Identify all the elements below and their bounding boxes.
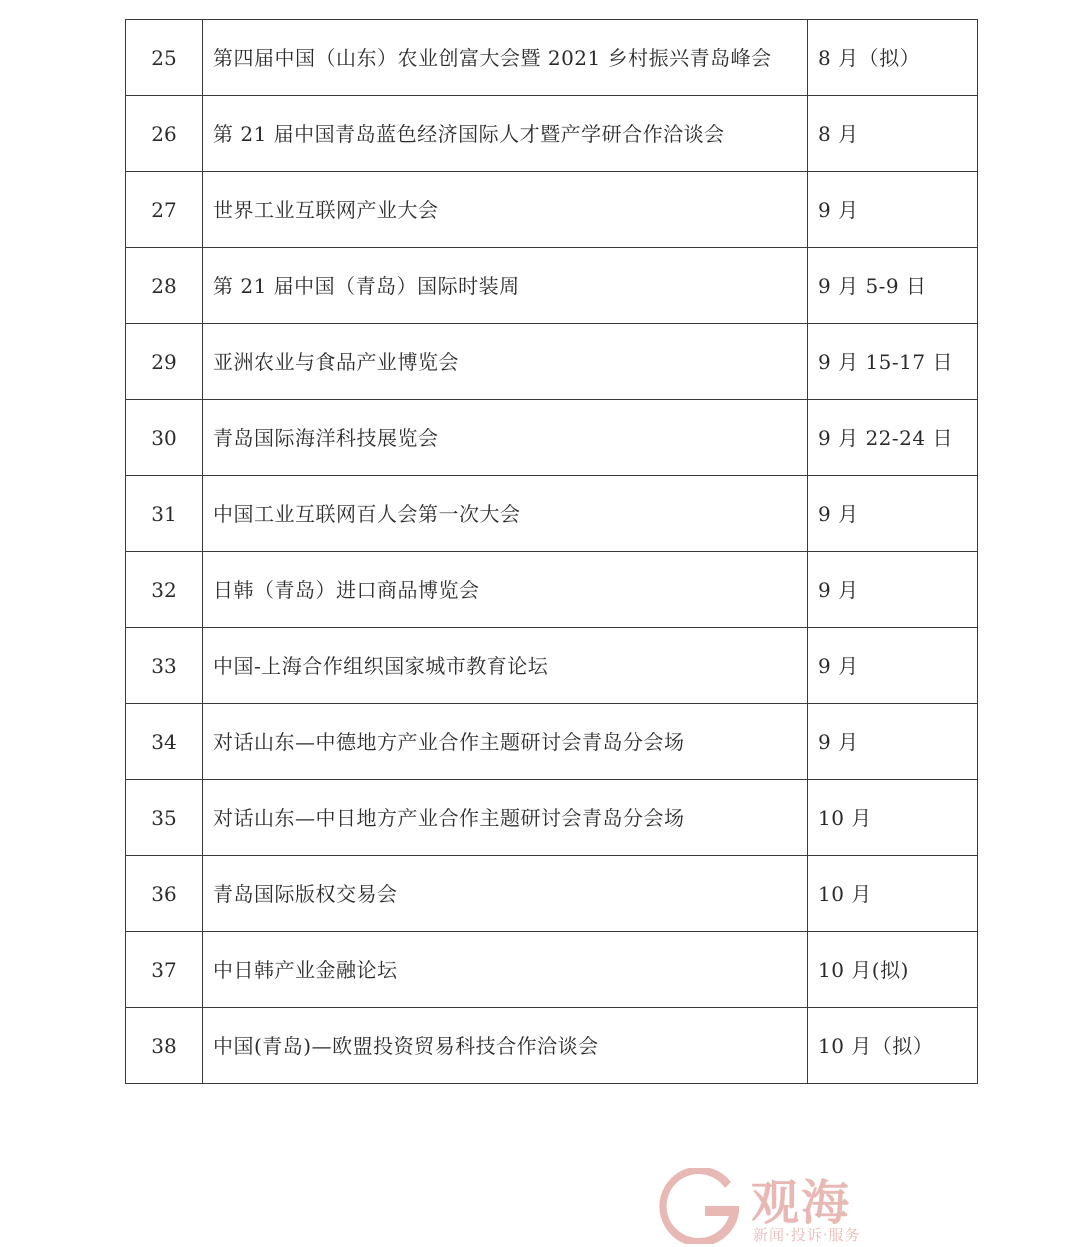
event-name: 中日韩产业金融论坛 xyxy=(203,932,808,1008)
event-name: 世界工业互联网产业大会 xyxy=(203,172,808,248)
event-name: 中国-上海合作组织国家城市教育论坛 xyxy=(203,628,808,704)
event-name: 第 21 届中国青岛蓝色经济国际人才暨产学研合作洽谈会 xyxy=(203,96,808,172)
table-row xyxy=(126,552,978,628)
event-date: 9 月 xyxy=(808,704,978,780)
row-number: 28 xyxy=(126,248,203,324)
row-number: 33 xyxy=(126,628,203,704)
event-name: 对话山东—中德地方产业合作主题研讨会青岛分会场 xyxy=(203,704,808,780)
event-date: 9 月 5-9 日 xyxy=(808,248,978,324)
row-number: 37 xyxy=(126,932,203,1008)
event-name: 青岛国际海洋科技展览会 xyxy=(203,400,808,476)
watermark-tagline: 新闻·投诉·服务 xyxy=(753,1226,861,1244)
watermark-brand: 观海 xyxy=(751,1175,852,1231)
table-row xyxy=(126,400,978,476)
event-date: 9 月 22-24 日 xyxy=(808,400,978,476)
table-row xyxy=(126,704,978,780)
row-number: 29 xyxy=(126,324,203,400)
table-row xyxy=(126,780,978,856)
event-name: 第四届中国（山东）农业创富大会暨 2021 乡村振兴青岛峰会 xyxy=(203,20,808,96)
row-number: 32 xyxy=(126,552,203,628)
row-number: 27 xyxy=(126,172,203,248)
event-name: 亚洲农业与食品产业博览会 xyxy=(203,324,808,400)
row-number: 30 xyxy=(126,400,203,476)
event-name: 中国工业互联网百人会第一次大会 xyxy=(203,476,808,552)
table-row xyxy=(126,20,978,96)
row-number: 38 xyxy=(126,1008,203,1084)
event-date: 9 月 15-17 日 xyxy=(808,324,978,400)
event-date: 9 月 xyxy=(808,552,978,628)
event-date: 10 月(拟) xyxy=(808,932,978,1008)
event-date: 10 月 xyxy=(808,856,978,932)
row-number: 35 xyxy=(126,780,203,856)
event-date: 9 月 xyxy=(808,172,978,248)
row-number: 36 xyxy=(126,856,203,932)
event-name: 第 21 届中国（青岛）国际时装周 xyxy=(203,248,808,324)
table-row xyxy=(126,932,978,1008)
events-table-body xyxy=(126,20,978,1084)
event-date: 8 月（拟） xyxy=(808,20,978,96)
table-row xyxy=(126,324,978,400)
event-date: 10 月 xyxy=(808,780,978,856)
table-row xyxy=(126,172,978,248)
table-row xyxy=(126,248,978,324)
event-date: 10 月（拟） xyxy=(808,1008,978,1084)
row-number: 34 xyxy=(126,704,203,780)
event-name: 青岛国际版权交易会 xyxy=(203,856,808,932)
event-name: 中国(青岛)—欧盟投资贸易科技合作洽谈会 xyxy=(203,1008,808,1084)
row-number: 31 xyxy=(126,476,203,552)
table-row xyxy=(126,476,978,552)
guanhai-watermark xyxy=(655,1160,915,1247)
event-date: 9 月 xyxy=(808,476,978,552)
events-table xyxy=(125,19,978,1084)
g-logo-icon xyxy=(655,1168,743,1244)
table-row xyxy=(126,628,978,704)
event-name: 对话山东—中日地方产业合作主题研讨会青岛分会场 xyxy=(203,780,808,856)
row-number: 26 xyxy=(126,96,203,172)
table-row xyxy=(126,856,978,932)
event-name: 日韩（青岛）进口商品博览会 xyxy=(203,552,808,628)
table-row xyxy=(126,1008,978,1084)
table-row xyxy=(126,96,978,172)
event-date: 9 月 xyxy=(808,628,978,704)
event-date: 8 月 xyxy=(808,96,978,172)
row-number: 25 xyxy=(126,20,203,96)
